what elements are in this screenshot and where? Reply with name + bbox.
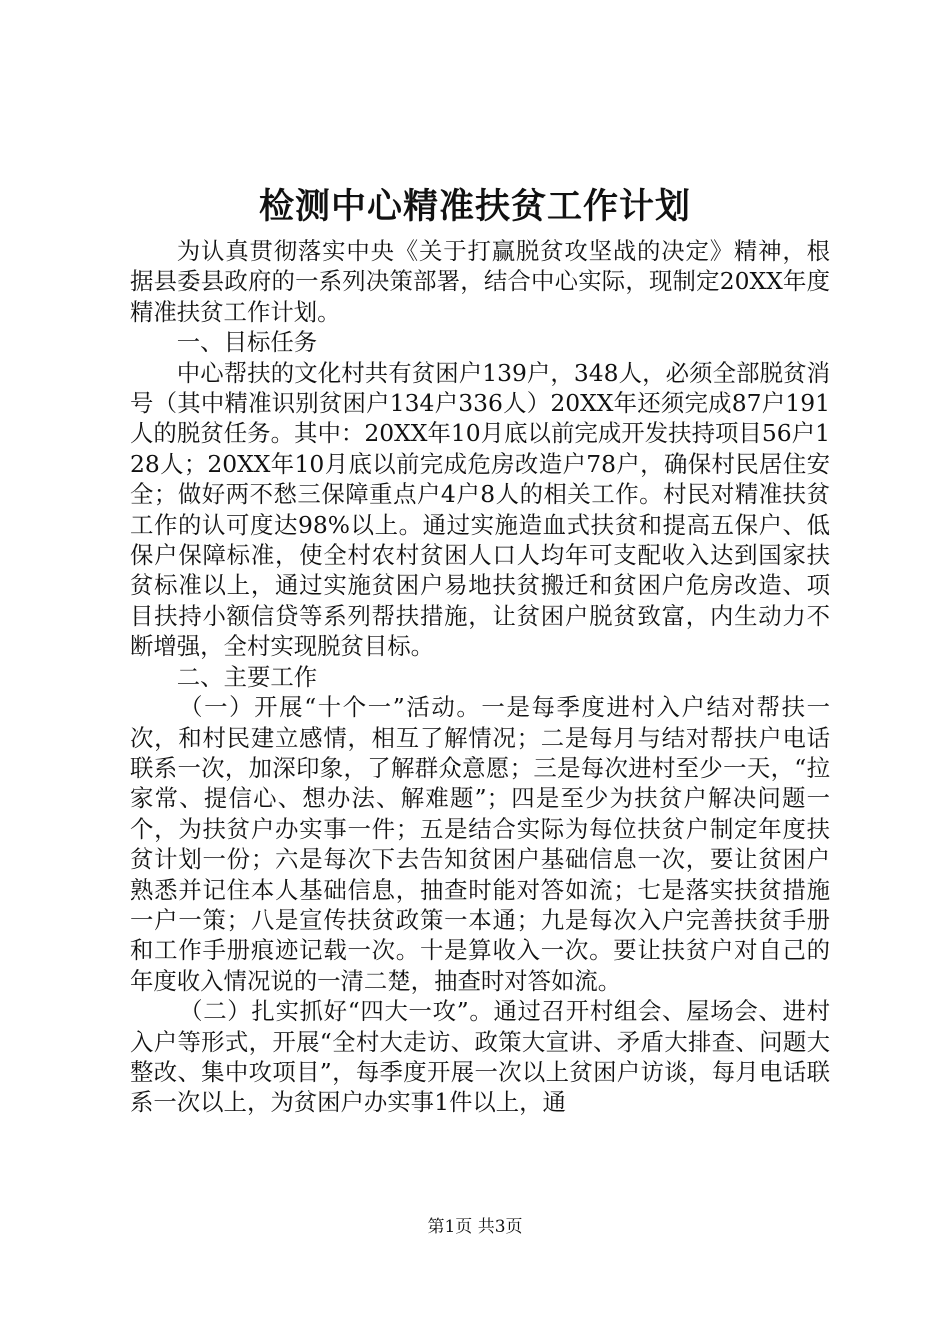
document-title: 检测中心精准扶贫工作计划 (258, 186, 691, 227)
work-item-2-paragraph: （二）扎实抓好“四大一攻”。通过召开村组会、屋场会、进村入户等形式，开展“全村大走访、政策大宣讲、矛盾大排查、问题大整改、集中攻项目”，每季度开展一次以上贫困户访谈，每月电话联系一次以上，为贫困户办实事1件以上，通 (130, 997, 830, 1117)
work-item-1-paragraph: （一）开展“十个一”活动。一是每季度进村入户结对帮扶一次，和村民建立感情，相互了解情况；二是每月与结对帮扶户电话联系一次，加深印象，了解群众意愿；三是每次进村至少一天，“拉家常、提信心、想办法、解难题”；四是至少为扶贫户解决问题一个，为扶贫户办实事一件；五是结合实际为每位扶贫户制定年度扶贫计划一份；六是每次下去告知贫困户基础信息一次，要让贫困户熟悉并记住本人基础信息，抽查时能对答如流；七是落实扶贫措施一户一策；八是宣传扶贫政策一本通；九是每次入户完善扶贫手册和工作手册痕迹记载一次。十是算收入一次。要让扶贫户对自己的年度收入情况说的一清二楚，抽查时对答如流。 (130, 693, 830, 995)
section-heading-main-work: 二、主要工作 (176, 662, 318, 691)
intro-paragraph: 为认真贯彻落实中央《关于打赢脱贫攻坚战的决定》精神，根据县委县政府的一系列决策部署，结合中心实际，现制定20XX年度精准扶贫工作计划。 (130, 237, 830, 326)
page-footer: 第1页 共3页 (427, 1217, 523, 1237)
document-body (130, 236, 830, 1118)
goals-paragraph: 中心帮扶的文化村共有贫困户139户，348人，必须全部脱贫消号（其中精准识别贫困户134户336人）20XX年还须完成87户191人的脱贫任务。其中：20XX年10月底以前完成开发扶持项目56户128人；20XX年10月底以前完成危房改造户78户，确保村民居住安全；做好两不愁三保障重点户4户8人的相关工作。村民对精准扶贫工作的认可度达98%以上。通过实施造血式扶贫和提高五保户、低保户保障标准，使全村农村贫困人口人均年可支配收入达到国家扶贫标准以上，通过实施贫困户易地扶贫搬迁和贫困户危房改造、项目扶持小额信贷等系列帮扶措施，让贫困户脱贫致富，内生动力不断增强，全村实现脱贫目标。 (130, 358, 830, 661)
section-heading-goals: 一、目标任务 (176, 328, 318, 357)
